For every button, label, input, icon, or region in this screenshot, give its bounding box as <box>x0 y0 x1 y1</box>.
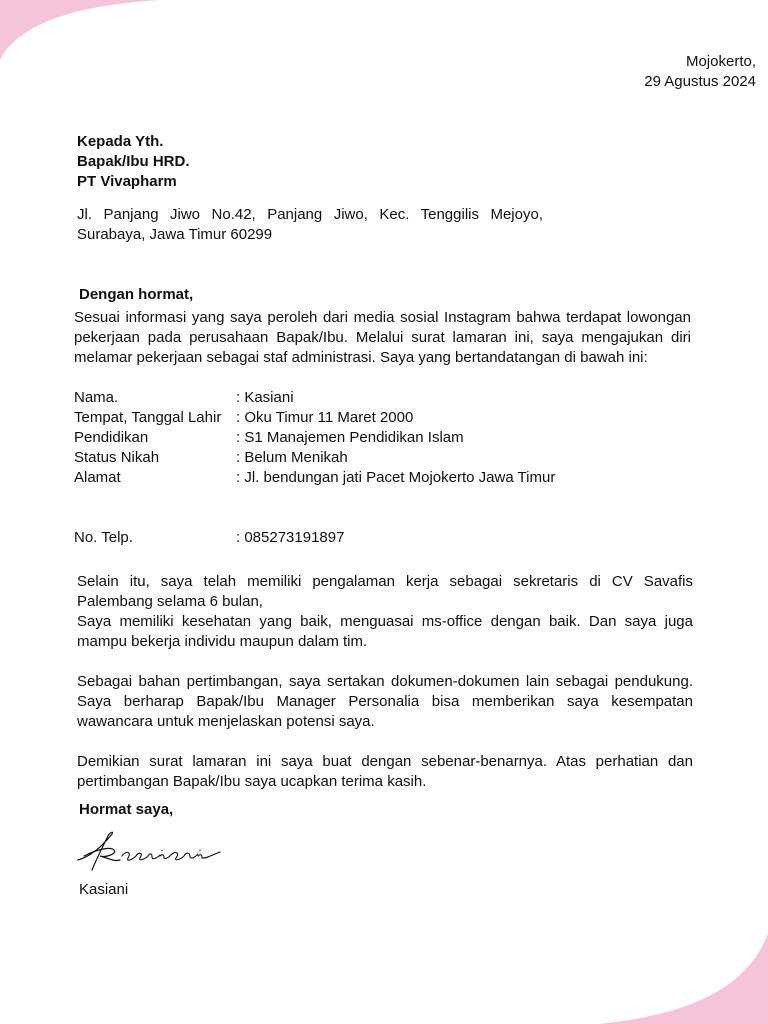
experience-paragraph <box>77 572 693 652</box>
signoff: Hormat saya, <box>79 801 174 818</box>
detail-row-education <box>74 428 694 448</box>
experience-text: Selain itu, saya telah memiliki pengalaman kerja sebagai sekretaris di CV Savafis Palembang selama 6 bulan, <box>77 573 693 610</box>
recipient-line: Kepada Yth. <box>77 133 164 150</box>
detail-value: : Belum Menikah <box>236 449 348 466</box>
address-line: Surabaya, Jawa Timur 60299 <box>77 226 273 243</box>
recipient-line: PT Vivapharm <box>77 173 177 190</box>
detail-label: Alamat <box>74 469 121 486</box>
applicant-details <box>74 388 694 488</box>
detail-value: : Jl. bendungan jati Pacet Mojokerto Jawa Timur <box>236 469 556 486</box>
detail-value: : S1 Manajemen Pendidikan Islam <box>236 429 464 446</box>
date-place: Mojokerto, <box>685 53 756 70</box>
detail-label: Status Nikah <box>74 449 160 466</box>
corner-decoration-bottom-right <box>598 934 768 1024</box>
detail-value: : 085273191897 <box>236 529 345 546</box>
closing-paragraph: Demikian surat lamaran ini saya buat dengan sebenar-benarnya. Atas perhatian dan pertimbangan Bapak/Ibu saya ucapkan terima kasih. <box>77 753 693 790</box>
greeting: Dengan hormat, <box>79 286 194 303</box>
detail-label: Nama. <box>74 389 119 406</box>
detail-row-marital-status <box>74 448 694 468</box>
detail-label: No. Telp. <box>74 529 133 546</box>
detail-row-phone <box>74 528 694 548</box>
signer-name: Kasiani <box>79 881 129 898</box>
letter-date <box>644 52 756 92</box>
experience-text: Saya memiliki kesehatan yang baik, menguasai ms-office dengan baik. Dan saya juga mampu bekerja individu maupun dalam tim. <box>77 613 693 650</box>
detail-row-name <box>74 388 694 408</box>
documents-paragraph: Sebagai bahan pertimbangan, saya sertakan dokumen-dokumen lain sebagai pendukung. Saya berharap Bapak/Ibu Manager Personalia bisa memberikan saya kesempatan wawancara untuk menjelaskan potensi saya. <box>77 673 693 730</box>
handwritten-signature <box>74 826 234 876</box>
detail-row-birth <box>74 408 694 428</box>
corner-decoration-top-left <box>0 0 160 60</box>
recipient-line: Bapak/Ibu HRD. <box>77 153 190 170</box>
address-line: Jl. Panjang Jiwo No.42, Panjang Jiwo, Kec. Tenggilis Mejoyo, <box>77 206 543 223</box>
date-value: 29 Agustus 2024 <box>644 73 756 90</box>
detail-label: Tempat, Tanggal Lahir <box>74 409 222 426</box>
intro-paragraph: Sesuai informasi yang saya peroleh dari media sosial Instagram bahwa terdapat lowongan pekerjaan pada perusahaan Bapak/Ibu. Melalui surat lamaran ini, saya mengajukan diri melamar pekerjaan sebagai staf administrasi. Saya yang bertandatangan di bawah ini: <box>74 309 691 366</box>
detail-label: Pendidikan <box>74 429 149 446</box>
phone-details <box>74 528 694 548</box>
detail-value: : Oku Timur 11 Maret 2000 <box>236 409 414 426</box>
recipient-address <box>77 205 543 245</box>
recipient-block <box>77 132 190 192</box>
detail-value: : Kasiani <box>236 389 294 406</box>
detail-row-address <box>74 468 694 488</box>
